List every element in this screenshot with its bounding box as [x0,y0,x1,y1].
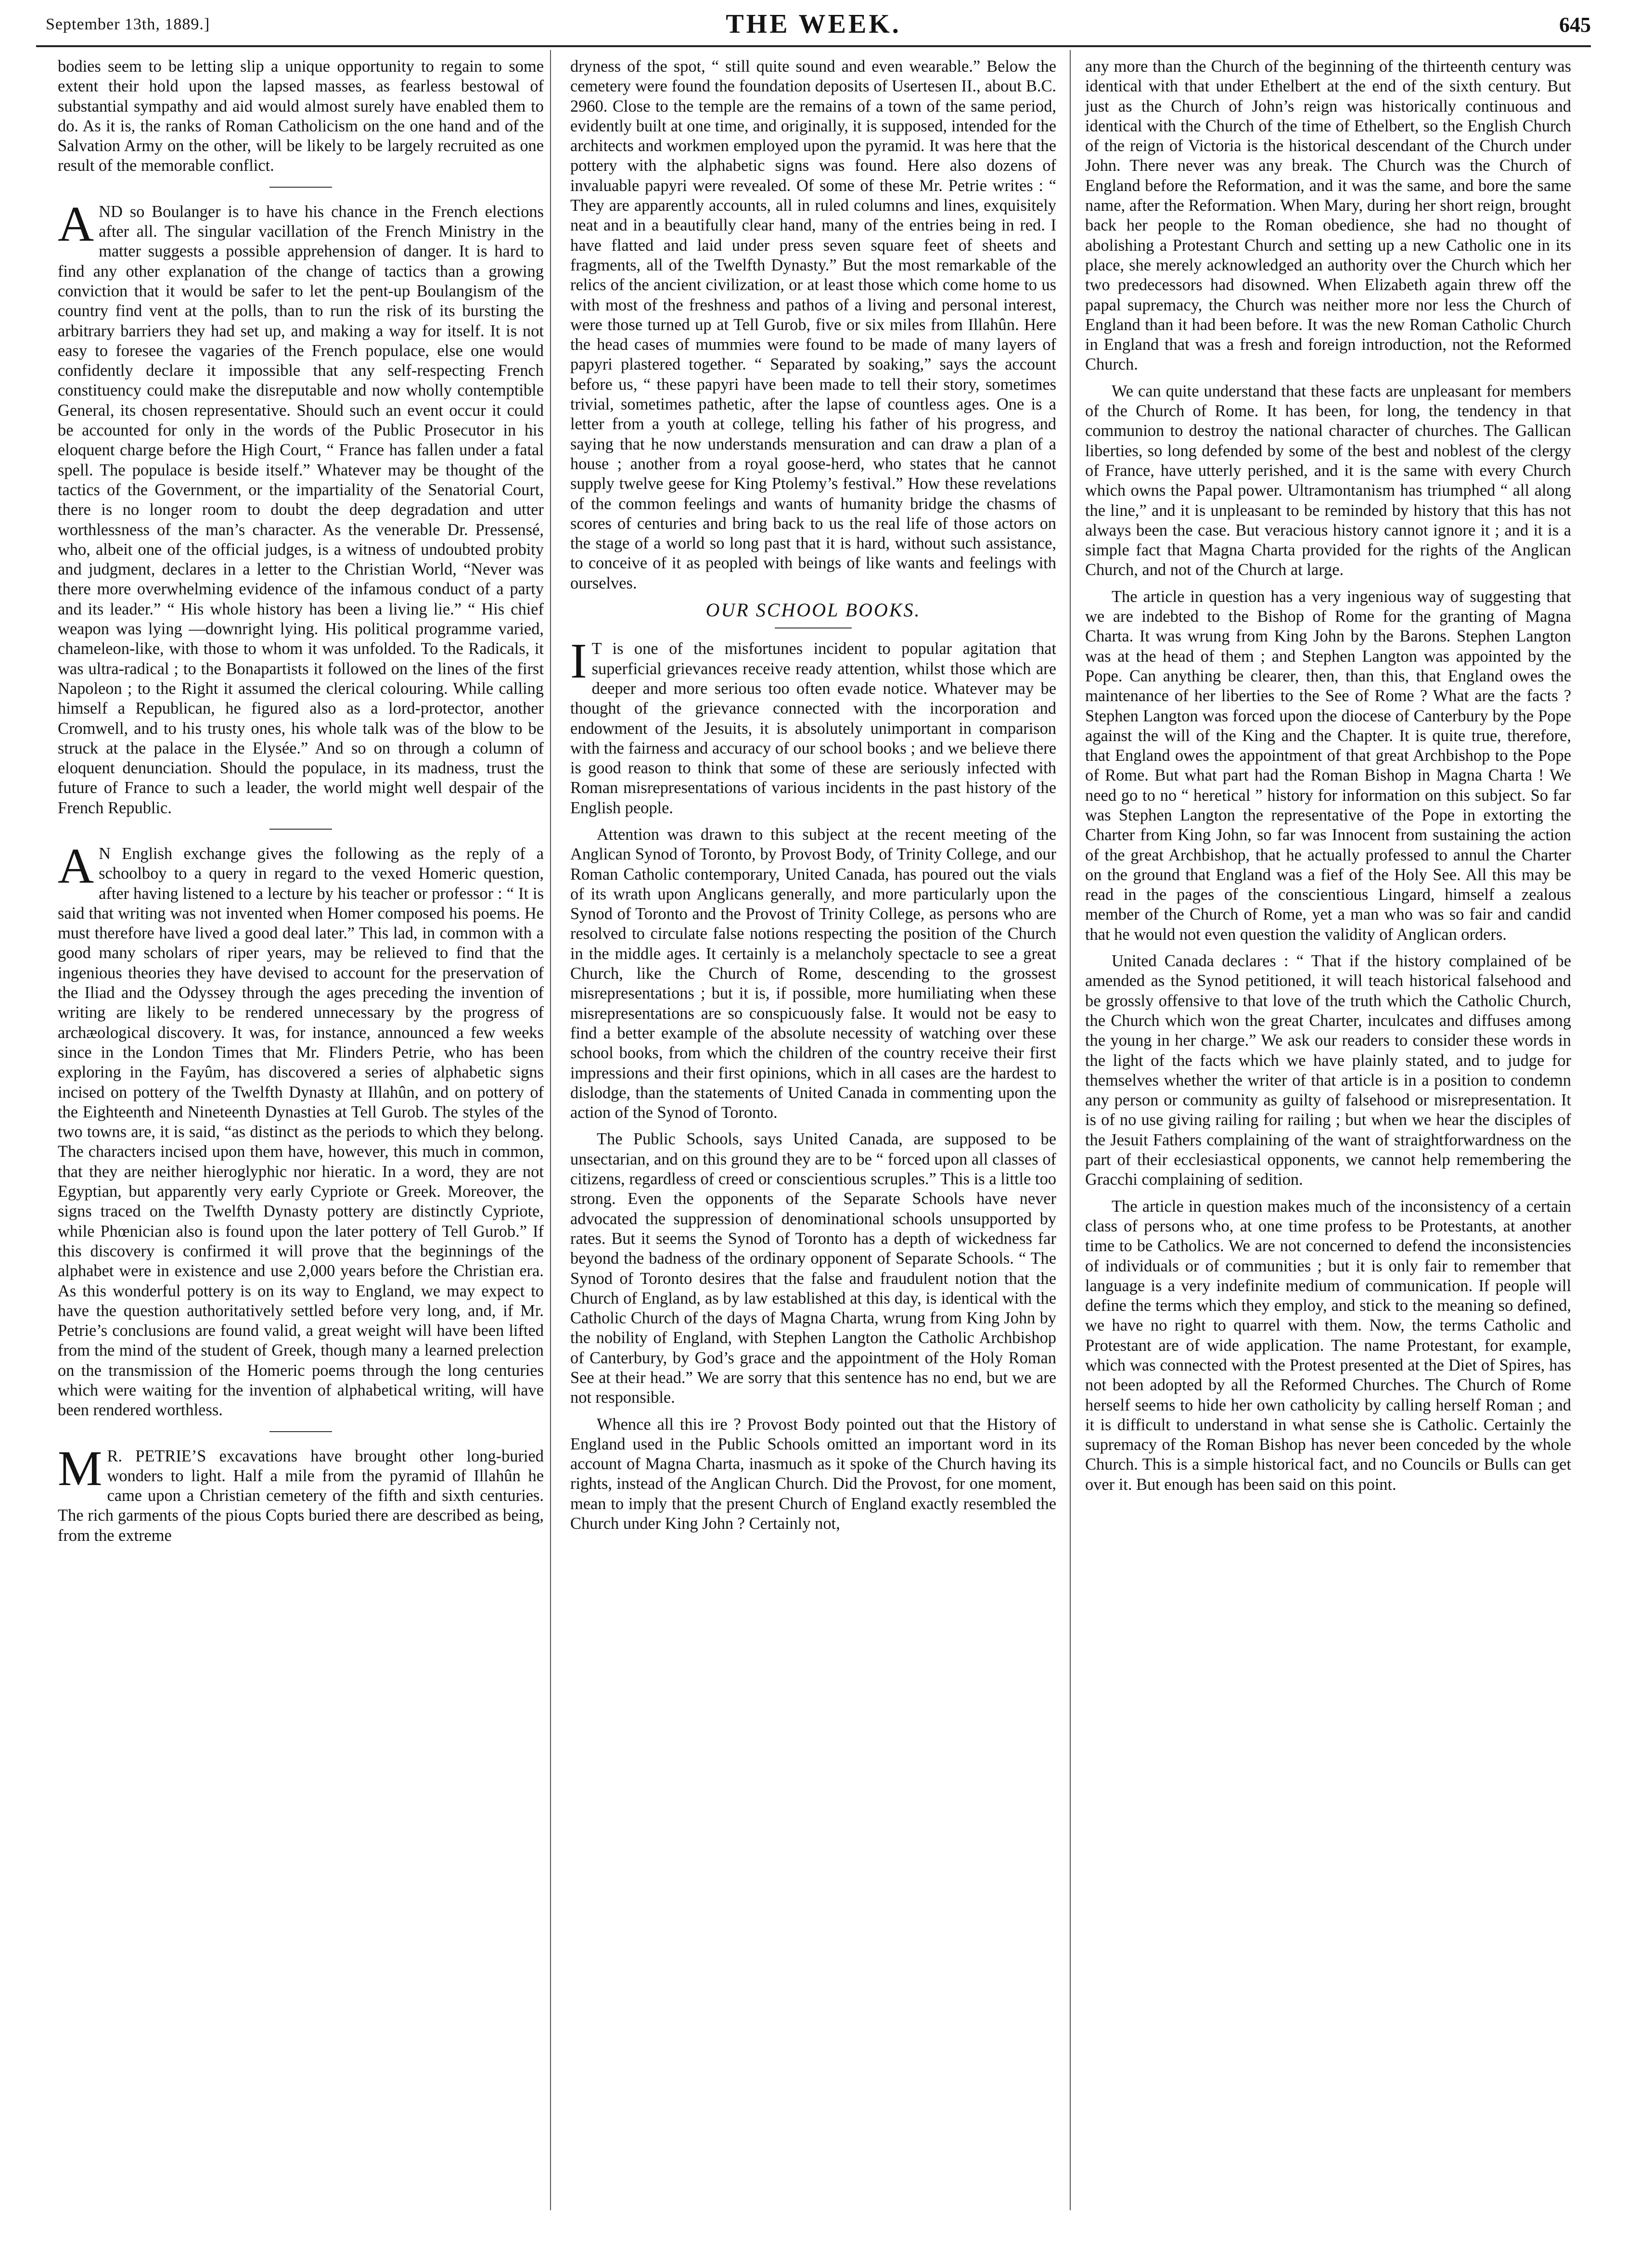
publication-title: THE WEEK. [726,9,901,39]
paragraph-magna-charta: The article in question has a very ingenious way of suggesting that we are indebted to the Bishop of Rome for the granting of Magna Charta. It was wrung from King John by the Barons. Stephen Langton was at the head of them ; and Stephen Langton was appointed by the Pope. Can anything be clearer, then, than this, that England owes the maintenance of her liberties to the See of Rome ? What are the facts ? Stephen Langton was forced upon the diocese of Canterbury by the Pope against the will of the King and the Chapter. It is quite true, therefore, that England owes the appointment of that great Archbishop to the Pope of Rome. But what part had the Roman Bishop in Magna Charta ! We need go to no “ heretical ” history for information on this subject. So far was Stephen Langton the representative of the Pope in extorting the Charter from King John, so far was Innocent from sustaining the action of the great Archbishop, that he actually professed to annul the Charter on the ground that England was a fief of the Holy See. All this may be read in the pages of the conscientious Lingard, himself a zealous member of the Church of Rome, yet a man who was so fair and candid that he would not even question the validity of Anglican orders. [1085,587,1571,944]
column-3 [1085,57,1571,1501]
separator-rule [269,1431,332,1432]
paragraph-synod-toronto: Attention was drawn to this subject at the recent meeting of the Anglican Synod of Toronto, by Provost Body, of Trinity College, and our Roman Catholic contemporary, United Canada, has poured out the vials of its wrath upon Anglicans generally, and more particularly upon the Synod of Toronto and the Provost of Trinity College, as persons who are resolved to circulate false notions respecting the position of the Church in the middle ages. It certainly is a melancholy spectacle to see a great Church, like the Church of Rome, descending to the grossest misrepresentations ; but it is, if possible, more humiliating when these misrepresentations are so conspicuously false. It would not be easy to find a better example of the absolute necessity of watching over these school books, from which the children of the country receive their first impressions and their first opinions, which in all cases are the hardest to dislodge, than the statements of United Canada in commenting upon the action of the Synod of Toronto. [570,825,1056,1122]
paragraph-united-canada-declares: United Canada declares : “ That if the history complained of be amended as the Synod petitioned, it will teach historical falsehood and be grossly offensive to that love of the truth which the Catholic Church, the Church which won the great Charter, inculcates and diffuses among the young in her charge.” We ask our readers to consider these words in the light of the facts which we have plainly stated, and to judge for themselves whether the writer of that article is in a position to condemn any person or community as guilty of falsehood or misrepresentation. It is of no use giving railing for railing ; but when we hear the disciples of the Jesuit Fathers complaining of the want of straightforwardness on the part of their ecclesiastical opponents, we cannot help remembering the Gracchi complaining of sedition. [1085,952,1571,1189]
masthead [36,9,1591,42]
header-rule [36,45,1591,47]
paragraph-papyri: dryness of the spot, “ still quite sound and even wearable.” Below the cemetery were found the foundation deposits of Usertesen II., about B.C. 2960. Close to the temple are the remains of a town of the same period, evidently built at one time, and originally, it is supposed, intended for the architects and workmen employed upon the pyramid. It was here that the pottery with the alphabetic signs was found. Here also dozens of invaluable papyri were revealed. Of some of these Mr. Petrie writes : “ They are apparently accounts, all in ruled columns and lines, exquisitely neat and in a beautifully clear hand, many of the entries being in red. I have flatted and laid under press seven square feet of sheets and fragments, all of the Twelfth Dynasty.” But the most remarkable of the relics of the ancient civilization, or at least those which come home to us with most of the freshness and pathos of a living and personal interest, were those turned up at Tell Gurob, five or six miles from Illahûn. Here the head cases of mummies were found to be made of many layers of papyri plastered together. “ Separated by soaking,” says the account before us, “ these papyri have been made to tell their story, sometimes trivial, sometimes pathetic, after the lapse of countless ages. One is a letter from a youth at college, telling his father of his progress, and saying that he now understands mensuration and can draw a plan of a house ; another from a royal goose-herd, who states that he cannot supply twelve geese for King Ptolemy’s festival.” How these revelations of the common feelings and wants of humanity bridge the chasms of scores of centuries and bring back to us the real life of those actors on the stage of a world so long past that it is hard, without such assistance, to conceive of it as peopled with beings of like wants and feelings with ourselves. [570,57,1056,592]
column-1 [58,57,544,1552]
paragraph-unpleasant-facts: We can quite understand that these facts are unpleasant for members of the Church of Rome. It has been, for long, the tendency in that communion to destroy the national character of churches. The Gallican liberties, so long defended by some of the best and noblest of the clergy of France, have utterly perished, and it is the same with every Church which owns the Papal power. Ultramontanism has triumphed “ all along the line,” and it is unpleasant to be reminded by history that this has not always been the case. But veracious history cannot ignore it ; and it is a simple fact that Magna Charta provided for the rights of the Anglican Church, and not of the Church at large. [1085,382,1571,579]
paragraph-whence-ire: Whence all this ire ? Provost Body pointed out that the History of England used in the Public Schools omitted an important word in its account of Magna Charta, inasmuch as it spoke of the Church having its rights, instead of the Anglican Church. Did the Provost, for one moment, mean to imply that the present Church of England exactly resembled the Church under King John ? Certainly not, [570,1415,1056,1533]
issue-date: September 13th, 1889.] [46,15,210,33]
paragraph-homeric-question: AN English exchange gives the following as the reply of a schoolboy to a query in regard to the vexed Homeric question, after having listened to a lecture by his teacher or professor : “ It is said that writing was not invented when Homer composed his poems. He must therefore have lived a good deal later.” This lad, in common with a good many scholars of riper years, may be relieved to find that the ingenious theories they have devised to account for the preservation of the Iliad and the Odyssey through the ages preceding the invention of writing are likely to be rendered unnecessary by the progress of archæological discovery. It was, for instance, announced a few weeks since in the London Times that Mr. Flinders Petrie, who has been exploring in the Fayûm, has discovered a series of alphabetic signs incised on pottery of the Twelfth Dynasty at Illahûn, and on pottery of the Eighteenth and Nineteenth Dynasties at Tell Gurob. The styles of the two towns are, it is said, “as distinct as the periods to which they belong. The characters incised upon them have, however, this much in common, that they are neither hieroglyphic nor hieratic. In a word, they are not Egyptian, but apparently very early Cypriote or Greek. Moreover, the signs traced on the Twelfth Dynasty pottery are distinctly Cypriote, while Phœnician also is found upon the later pottery of Tell Gurob.” If this discovery is confirmed it will prove that the beginnings of the alphabet were in existence and use 2,000 years before the Christian era. As this wonderful pottery is on its way to England, we may expect to have the question authoritatively settled before very long, and, if Mr. Petrie’s conclusions are found valid, a great weight will have been lifted from the mind of the student of Greek, though many a learned prelection on the transmission of the Homeric poems through the long centuries which were waiting for the invention of alphabetical writing, will have been rendered worthless. [58,838,544,1420]
paragraph-church-continuity: any more than the Church of the beginning of the thirteenth century was identical with that under Ethelbert at the end of the sixth century. But just as the Church of John’s reign was historically continuous and identical with the Church of the time of Ethelbert, so the English Church of the reign of Victoria is the historical descendant of the Church under John. There never was any break. The Church was the Church of England before the Reformation, and it was the same, and bore the same name, after the Reformation. When Mary, during her short reign, brought back her people to the Roman obedience, she had no thought of abolishing a Protestant Church and setting up a new Catholic one in its place, she merely acknowledged an authority over the Church which her two predecessors had disowned. When Elizabeth again threw off the papal supremacy, the Church was neither more nor less the Church of England than it had been before. It was the new Roman Catholic Church in England that was a fresh and foreign introduction, not the Reformed Church. [1085,57,1571,374]
page-number: 645 [1559,13,1591,37]
separator-rule [269,829,332,830]
paragraph-boulanger: AND so Boulanger is to have his chance in the French elections after all. The singular vacillation of the French Ministry in the matter suggests a possible apprehension of danger. It is hard to find any other explanation of the change of tactics than a growing conviction that it would be safer to let the pent-up Boulangism of the country find vent at the polls, than to run the risk of its bursting the arbitrary barriers they had set up, and making a way for itself. It is not easy to foresee the vagaries of the French populace, else one would confidently declare it impossible that any self-respecting French constituency could make the disreputable and now wholly contemptible General, its chosen representative. Should such an event occur it could be accounted for only in the words of the Public Prosecutor in his eloquent charge before the High Court, “ France has fallen under a fatal spell. The populace is beside itself.” Whatever may be thought of the tactics of the Government, or the impartiality of the Senatorial Court, there is no longer room to doubt the deep degradation and utter worthlessness of the man’s character. As the venerable Dr. Pressensé, who, albeit one of the official judges, is a witness of undoubted probity and judgment, declares in a letter to the Christian World, “Never was there more overwhelming evidence of the infamous conduct of a party and its leader.” “ His whole history has been a living lie.” “ His chief weapon was lying —downright lying. His political programme varied, chameleon-like, with those to whom it was unfolded. To the Radicals, it was ultra-radical ; to the Bonapartists it followed on the lines of the first Napoleon ; to the Right it assumed the clerical colouring. While calling himself a Republican, he figured also as a lord-protector, another Cromwell, and to his trusty ones, his whole talk was of the blow to be struck at the palace in the Elysée.” And so on through a column of eloquent denunciation. Should the populace, in its madness, trust the future of France to such a leader, the world might well despair of the French Republic. [58,196,544,817]
paragraph-church-bodies: bodies seem to be letting slip a unique opportunity to regain to some extent their hold upon the lapsed masses, as fearless bestowal of substantial sympathy and aid would almost surely have enabled them to do. As it is, the ranks of Roman Catholicism on the one hand and of the Salvation Army on the other, will be likely to be largely recruited as one result of the memorable conflict. [58,57,544,175]
paragraph-school-books-intro: IT is one of the misfortunes incident to popular agitation that superficial grievances receive ready attention, whilst those which are deeper and more serious too often evade notice. Whatever may be thought of the grievance connected with the incorporation and endowment of the Jesuits, it is absolutely unimportant in comparison with the fairness and accuracy of our school books ; and we believe there is good reason to think that some of these are seriously infected with Roman misrepresentations of various incidents in the past history of the English people. [570,633,1056,817]
separator-rule [269,187,332,188]
column-divider-2 [1070,50,1071,2210]
paragraph-public-schools: The Public Schools, says United Canada, are supposed to be unsectarian, and on this ground they are to be “ forced upon all classes of citizens, regardless of creed or conscientious scruples.” This is a little too strong. Even the opponents of the Separate Schools have never advocated the suppression of denominational schools unsupported by rates. But it seems the Synod of Toronto has a depth of wickedness far beyond the badness of the ordinary opponent of Separate Schools. “ The Synod of Toronto desires that the false and fraudulent notion that the Church of England, as by law established at this day, is identical with the Catholic Church of the days of Magna Charta, wrung from King John by the nobility of England, with Stephen Langton the Catholic Archbishop of Canterbury, by God’s grace and the appointment of the Holy Roman See at their head.” We are sorry that this sentence has no end, but we are not responsible. [570,1130,1056,1407]
column-divider-1 [550,50,551,2210]
column-2 [570,57,1056,1540]
paragraph-inconsistency: The article in question makes much of the inconsistency of a certain class of persons who, at one time profess to be Protestants, at another time to be Catholics. We are not concerned to defend the inconsistencies of individuals or of communities ; but it is only fair to remember that language is a very indefinite medium of communication. If people will define the terms which they employ, and stick to the meaning so defined, we have no right to quarrel with them. Now, the terms Catholic and Protestant are of wide application. The name Protestant, for example, which was connected with the Protest presented at the Diet of Spires, has not been adopted by all the Reformed Churches. The Church of Rome herself seems to hide her own catholicity by calling herself Roman ; and it is difficult to understand in what sense she is Catholic. Certainly the supremacy of the Roman Bishop has never been conceded by the whole Church. This is a simple historical fact, and no Councils or Bulls can get over it. But enough has been said on this point. [1085,1197,1571,1494]
article-heading: OUR SCHOOL BOOKS. [705,599,921,621]
paragraph-petrie-excavations: MR. PETRIE’S excavations have brought other long-buried wonders to light. Half a mile from the pyramid of Illahûn he came upon a Christian cemetery of the fifth and sixth centuries. The rich garments of the pious Copts buried there are described as being, from the extreme [58,1440,544,1545]
